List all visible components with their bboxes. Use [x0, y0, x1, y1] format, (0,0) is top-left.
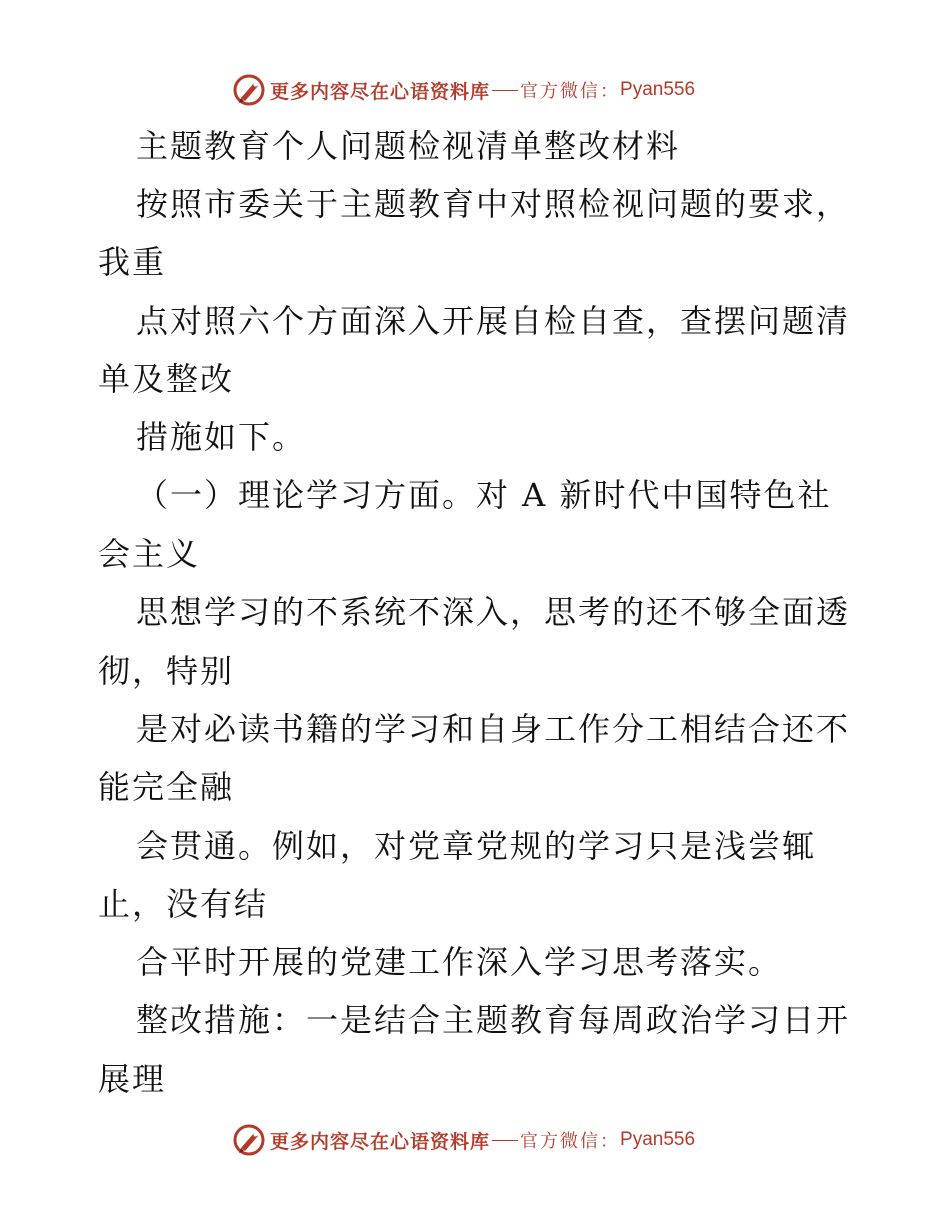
text-line: 我重 [98, 243, 167, 281]
text-line: 展理 [98, 1060, 167, 1098]
text-line: 单及整改 [98, 360, 235, 398]
text-line: 止，没有结 [98, 885, 269, 923]
watermark-label: 官方微信： [520, 81, 621, 102]
pen-logo-icon [232, 73, 266, 107]
section-heading: （一）理论学习方面。对 A 新时代中国特色社 [136, 476, 832, 514]
footer-watermark [232, 1122, 695, 1158]
pen-logo-icon [232, 1123, 266, 1157]
document-title: 主题教育个人问题检视清单整改材料 [136, 127, 681, 165]
text-line: 彻，特别 [98, 652, 235, 690]
text-line: 是对必读书籍的学习和自身工作分工相结合还不 [136, 710, 851, 748]
text-line: 整改措施：一是结合主题教育每周政治学习日开 [136, 1001, 851, 1039]
watermark-id: Pyan556 [620, 79, 696, 100]
text-line: 能完全融 [98, 768, 235, 806]
watermark-id: Pyan556 [620, 1129, 696, 1150]
text-line: 措施如下。 [136, 418, 307, 456]
watermark-brand: 更多内容尽在心语资料库 [270, 80, 491, 103]
watermark-label: 官方微信： [520, 1131, 621, 1152]
watermark-brand: 更多内容尽在心语资料库 [270, 1130, 491, 1153]
text-line: 点对照六个方面深入开展自检自查，查摆问题清 [136, 302, 851, 340]
header-watermark [232, 72, 695, 108]
text-line: 按照市委关于主题教育中对照检视问题的要求， [136, 185, 851, 223]
watermark-dash [492, 90, 518, 91]
text-line: 合平时开展的党建工作深入学习思考落实。 [136, 943, 783, 981]
text-line: 会贯通。例如，对党章党规的学习只是浅尝辄 [136, 827, 817, 865]
watermark-dash [492, 1140, 518, 1141]
text-line: 会主义 [98, 535, 201, 573]
text-line: 思想学习的不系统不深入，思考的还不够全面透 [136, 593, 851, 631]
